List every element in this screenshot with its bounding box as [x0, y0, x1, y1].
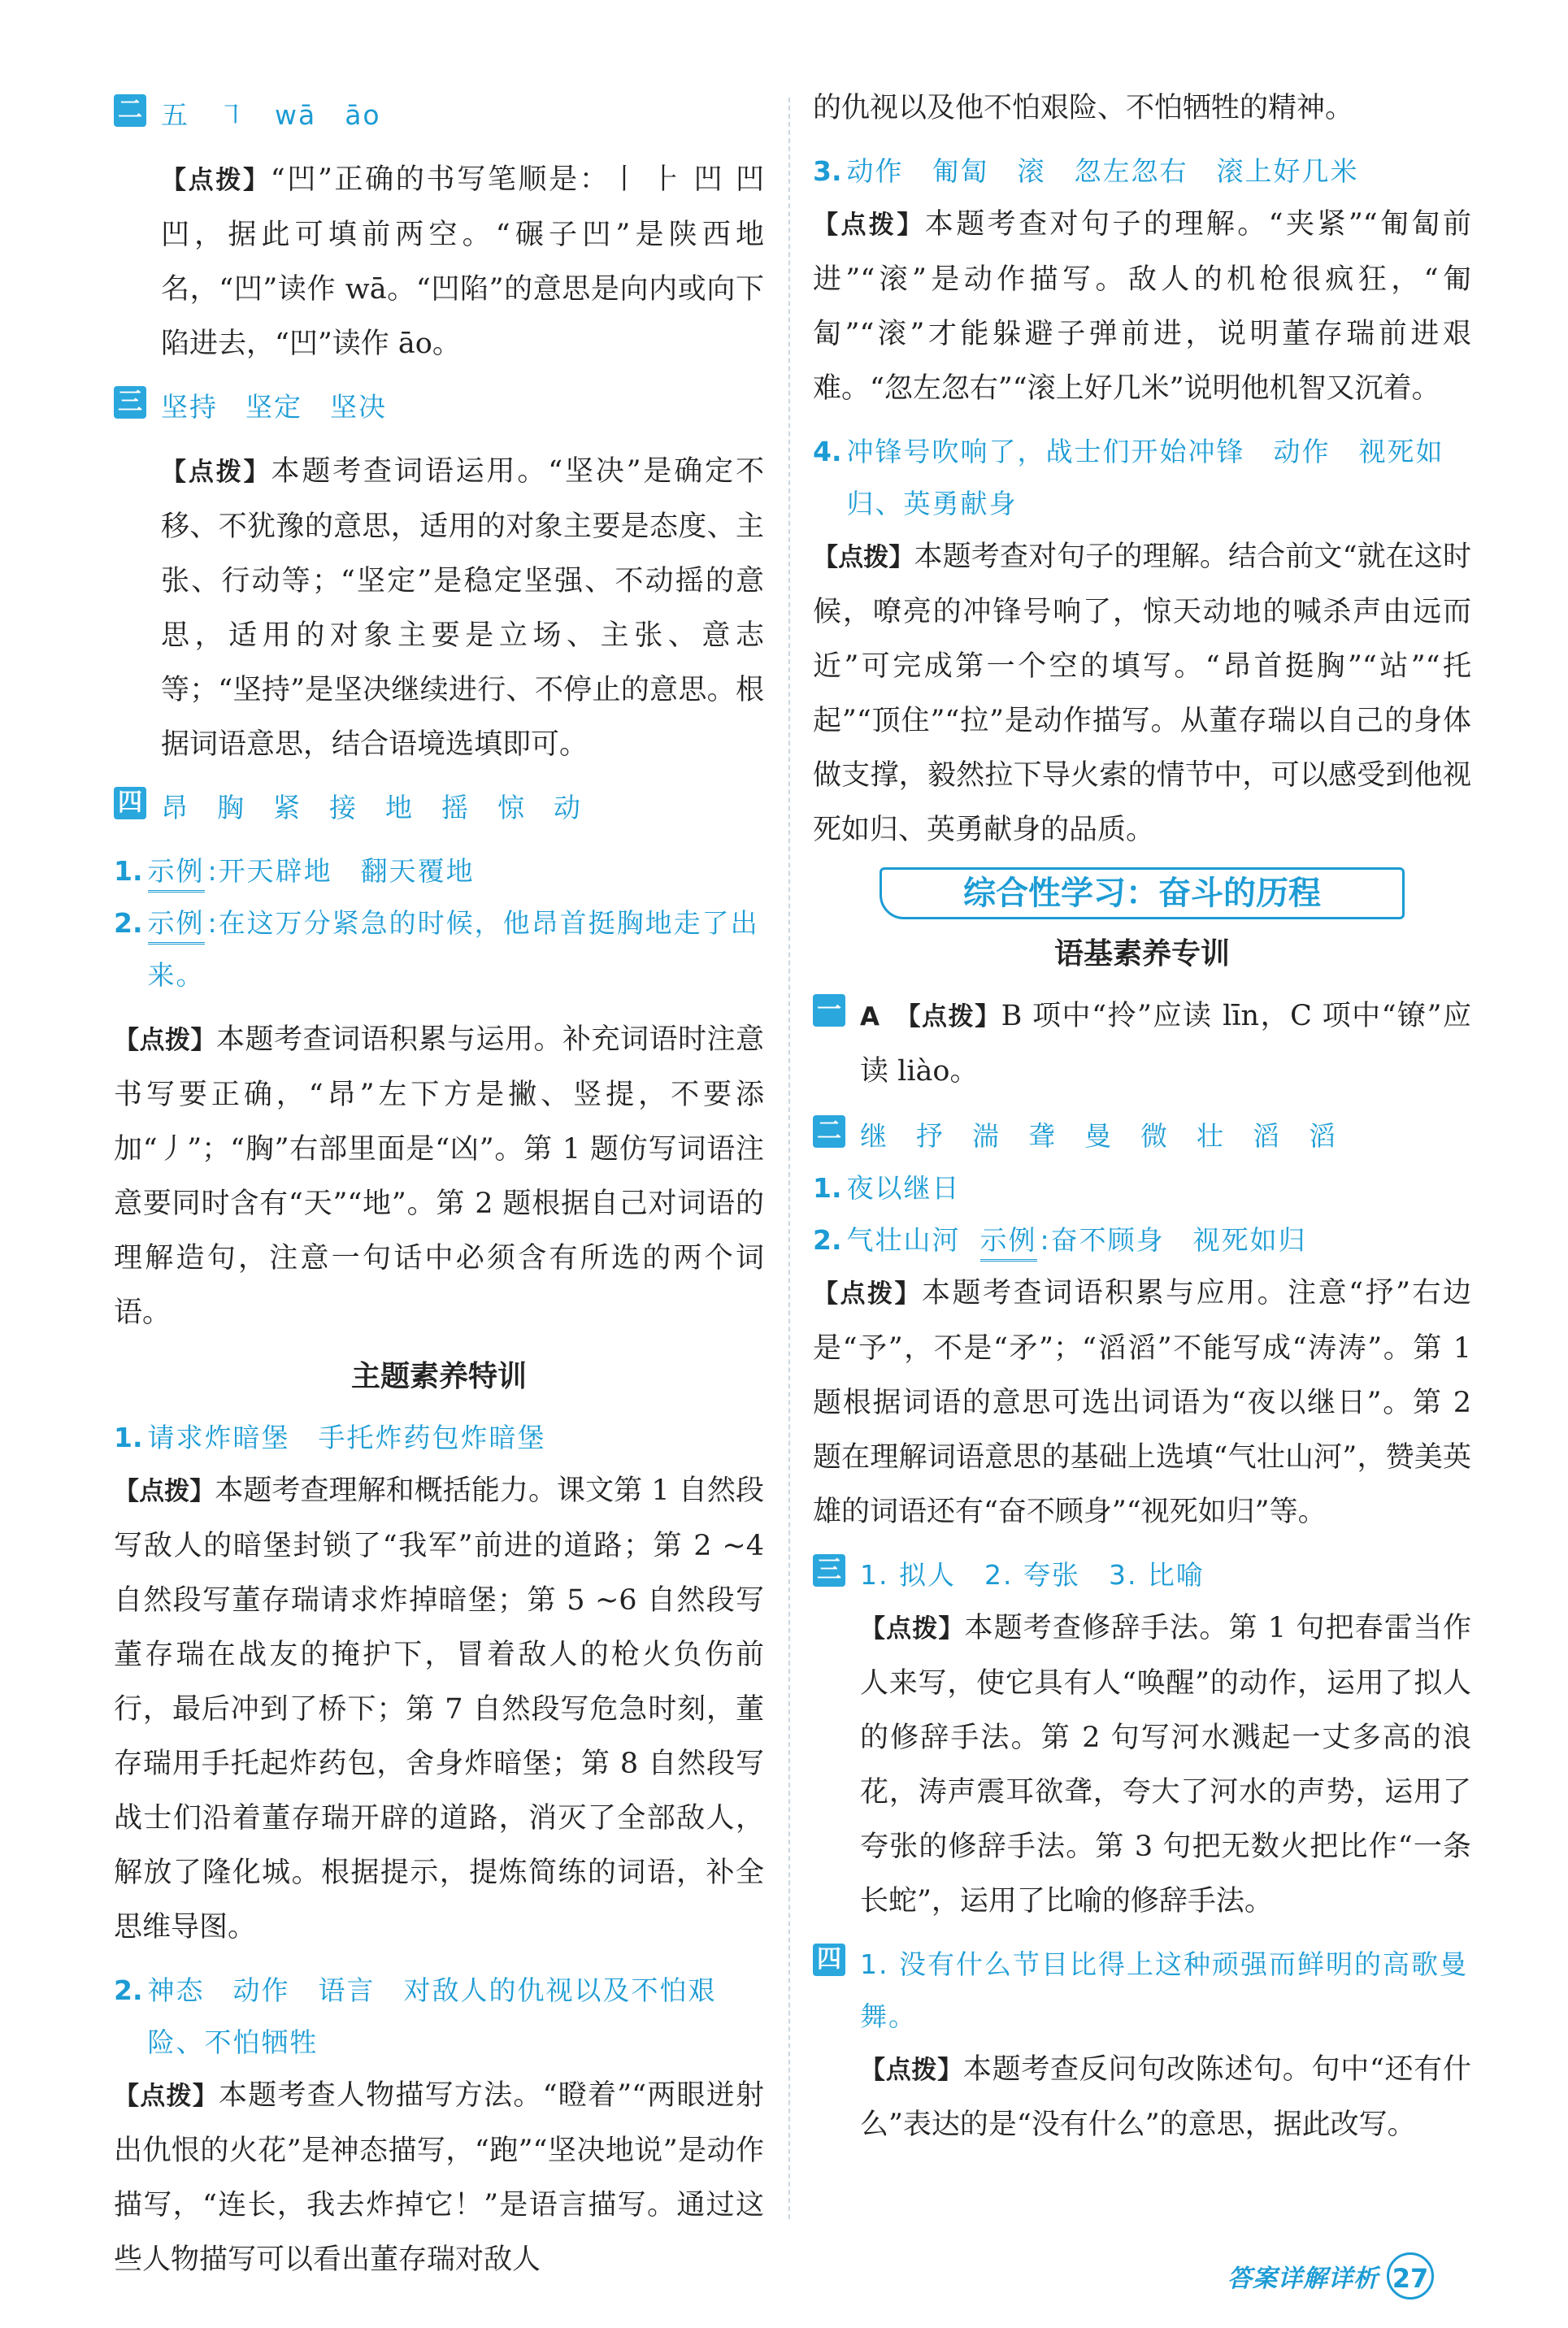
answer-char: 滔	[1309, 1120, 1337, 1152]
answer-text: 请求炸暗堡 手托炸药包炸暗堡	[147, 1422, 546, 1453]
hint-text: 本题考查反问句改陈述句。句中“还有什么”表达的是“没有什么”的意思，据此改写。	[860, 2053, 1471, 2141]
section-badge: 一	[813, 994, 845, 1027]
theme-question-2	[114, 1965, 764, 2069]
hint-text: 本题考查词语运用。“坚决”是确定不移、不犹豫的意思，适用的对象主要是态度、主张、行动等；“坚定”是稳定坚强、不动摇的意思，适用的对象主要是立场、主张、意志等；“坚持”是坚决继续进行、不停止的意思。根据词语意思，结合语境选填即可。	[161, 455, 765, 761]
answer-char: 滔	[1253, 1120, 1281, 1152]
hint-tag: 【点拨】	[114, 2082, 219, 2111]
hint-text: 本题考查修辞手法。第 1 句把春雷当作人来写，使它具有人“唤醒”的动作，运用了拟人的修辞手法。第 2 句写河水溅起一丈多高的浪花，涛声震耳欲聋，夸大了河水的声势，运用了夸张的修辞手法。第 3 句把无数火把比作“一条长蛇”，运用了比喻的修辞手法。	[860, 1612, 1472, 1918]
example-label: 示例	[148, 853, 205, 893]
example-label: 示例	[980, 1222, 1037, 1262]
left-column	[114, 89, 764, 2297]
example-label: 示例	[148, 905, 205, 945]
answer-text: 五 ㇕ wā āo	[161, 99, 381, 131]
section-badge: 二	[813, 1115, 845, 1148]
answer-char: 聋	[1028, 1120, 1057, 1152]
hint-paragraph	[114, 445, 764, 772]
section-title: 主题素养特训	[350, 1360, 527, 1393]
answer-char: 摇	[441, 792, 470, 823]
answer-text: 神态 动作 语言 对敌人的仇视以及不怕艰险、不怕牺牲	[147, 1974, 717, 2058]
example-text: :在这万分紧急的时候，他昂首挺胸地走了出来。	[147, 907, 759, 991]
answer-char: 惊	[497, 792, 526, 823]
hint-paragraph	[813, 198, 1471, 416]
answer-char: 地	[385, 792, 414, 823]
hint-tag: 【点拨】	[894, 1002, 1001, 1032]
question-number: 1.	[114, 855, 143, 887]
section-2-answer	[114, 89, 764, 141]
section-badge: 四	[114, 787, 146, 819]
section-badge: 三	[114, 386, 146, 419]
hint-paragraph	[114, 1013, 764, 1340]
continued-text: 的仇视以及他不怕艰险、不怕牺牲的精神。	[813, 92, 1354, 124]
answer-char: 接	[329, 792, 358, 823]
answer-text	[161, 381, 387, 433]
answer-text: 夜以继日	[846, 1172, 961, 1204]
answer-char: 紧	[273, 792, 302, 823]
hint-text: B 项中“拎”应读 līn，C 项中“镣”应读 liào。	[860, 1000, 1471, 1088]
hint-tag: 【点拨】	[860, 2056, 963, 2085]
answer-text	[148, 845, 475, 897]
question-number: 3.	[813, 155, 842, 187]
answer-word: 坚决	[330, 391, 387, 423]
question-number: 1.	[114, 1422, 143, 1453]
hint-paragraph	[114, 2069, 764, 2287]
page-number: 27	[1387, 2252, 1434, 2300]
answer-word: 坚定	[245, 391, 302, 423]
answer-char: 壮	[1197, 1120, 1225, 1152]
hint-paragraph	[813, 530, 1471, 858]
section-3-answer	[114, 381, 764, 433]
question-number: 2.	[813, 1224, 842, 1256]
answer-text: 1. 没有什么节目比得上这种顽强而鲜明的高歌曼舞。	[860, 1948, 1468, 2032]
answer-text	[847, 1214, 1307, 1266]
question-number: 4.	[813, 436, 842, 467]
hint-text: 本题考查理解和概括能力。课文第 1 自然段写敌人的暗堡封锁了“我军”前进的道路；第 2 ~4 自然段写董存瑞请求炸掉暗堡；第 5 ~6 自然段写董存瑞在战友的掩护下，冒着敌人的枪火负伤前行，最后冲到了桥下；第 7 自然段写危急时刻，董存瑞用手托起炸药包，舍身炸暗堡；第 8 自然段写战士们沿着董存瑞开辟的道路，消灭了全部敌人，解放了隆化城。根据提示，提炼简练的词语，补全思维导图。	[114, 1475, 764, 1944]
answer-text	[148, 897, 765, 1001]
hint-text: 本题考查词语积累与应用。注意“抒”右边是“予”，不是“矛”；“滔滔”不能写成“涛涛”。第 1 题根据词语的意思可选出词语为“夜以继日”。第 2 题在理解词语意思的基础上选填“气壮山河”，赞美英雄的词语还有“奋不顾身”“视死如归”等。	[813, 1277, 1472, 1528]
theme-question-3	[813, 146, 1471, 198]
answer-word: 坚持	[161, 391, 218, 423]
hint-tag: 【点拨】	[114, 1477, 215, 1506]
answer-text: 冲锋号吹响了，战士们开始冲锋 动作 视死如归、英勇献身	[846, 436, 1444, 519]
question-2-answer	[114, 897, 764, 1001]
answer-char: 动	[554, 792, 582, 823]
hint-tag: 【点拨】	[114, 1026, 216, 1055]
hint-tag: 【点拨】	[161, 458, 271, 487]
footer-label: 答案详解详析	[1227, 2265, 1379, 2293]
answer-letter: A	[860, 1002, 880, 1032]
answer-phrase: 气壮山河	[846, 1224, 961, 1256]
answer-char: 昂	[161, 792, 189, 823]
answer-text: 1. 拟人 2. 夸张 3. 比喻	[860, 1559, 1205, 1591]
hint-paragraph	[114, 1464, 764, 1955]
answer-with-hint	[860, 989, 1471, 1099]
question-number: 2.	[114, 1974, 143, 2006]
hint-tag: 【点拨】	[813, 211, 925, 240]
section-2-answer	[813, 1110, 1471, 1162]
page-footer	[1227, 2252, 1434, 2300]
answer-text: 动作 匍匐 滚 忽左忽右 滚上好几米	[846, 155, 1359, 187]
hint-paragraph	[114, 153, 764, 371]
answer-char: 湍	[972, 1120, 1001, 1152]
hint-tag: 【点拨】	[813, 543, 914, 572]
section-badge: 三	[813, 1554, 845, 1587]
column-divider	[788, 98, 790, 2219]
hint-text: 本题考查对句子的理解。结合前文“就在这时候，嘹亮的冲锋号响了，惊天动地的喊杀声由远而近”可完成第一个空的填写。“昂首挺胸”“站”“托起”“顶住”“拉”是动作描写。从董存瑞以自己的身体做支撑，毅然拉下导火索的情节中，可以感受到他视死如归、英勇献身的品质。	[813, 541, 1471, 846]
section-badge: 二	[114, 94, 146, 127]
section-title: 语基素养专训	[1053, 937, 1230, 971]
question-number: 1.	[813, 1172, 842, 1204]
answer-char: 继	[860, 1120, 888, 1152]
hint-paragraph	[813, 1266, 1471, 1540]
question-1-answer	[114, 845, 764, 897]
answer-char: 抒	[916, 1120, 945, 1152]
hint-text: 本题考查对句子的理解。“夹紧”“匍匐前进”“滚”是动作描写。敌人的机枪很疯狂，“匍匐”“滚”才能躲避子弹前进，说明董存瑞前进艰难。“忽左忽右”“滚上好几米”说明他机智又沉着。	[813, 208, 1472, 405]
example-text: :奋不顾身 视死如归	[1040, 1224, 1307, 1256]
hint-paragraph	[813, 2043, 1471, 2152]
answer-char: 胸	[217, 792, 245, 823]
section-4-answer	[114, 782, 764, 834]
hint-text: 本题考查词语积累与运用。补充词语时注意书写要正确，“昂”左下方是撇、竖提，不要添加“丿”；“胸”右部里面是“凶”。第 1 题仿写词语注意要同时含有“天”“地”。第 2 题根据自己对词语的理解造句，注意一句话中必须含有所选的两个词语。	[114, 1023, 764, 1329]
question-1-answer	[813, 1162, 1471, 1214]
hint-tag: 【点拨】	[813, 1279, 923, 1309]
question-number: 2.	[114, 907, 143, 939]
hint-paragraph	[813, 1601, 1471, 1929]
example-text: :开天辟地 翻天覆地	[207, 855, 475, 887]
section-badge: 四	[813, 1944, 845, 1976]
answer-char: 曼	[1084, 1120, 1113, 1152]
section-4-answer	[813, 1939, 1471, 2043]
section-3-answer	[813, 1549, 1471, 1601]
theme-question-4	[813, 426, 1471, 530]
hint-tag: 【点拨】	[161, 166, 271, 195]
hint-text: 本题考查人物描写方法。“瞪着”“两眼迸射出仇恨的火花”是神态描写，“跑”“坚决地说”是动作描写，“连长，我去炸掉它！”是语言描写。通过这些人物描写可以看出董存瑞对敌人	[114, 2079, 764, 2276]
unit-banner: 综合性学习：奋斗的历程	[880, 867, 1405, 919]
right-column	[813, 81, 1471, 2162]
answer-char: 微	[1140, 1120, 1169, 1152]
answer-text	[161, 782, 582, 834]
theme-question-1	[114, 1412, 764, 1464]
answer-text	[860, 1110, 1337, 1162]
hint-tag: 【点拨】	[860, 1614, 965, 1644]
hint-text: “凹”正确的书写笔顺是：丨 ⺊ 凹 凹 凹，据此可填前两空。“碾子凹”是陕西地名，“凹”读作 wā。“凹陷”的意思是向内或向下陷进去，“凹”读作 āo。	[161, 163, 764, 360]
question-2-answer	[813, 1214, 1471, 1266]
section-1-answer	[813, 989, 1471, 1099]
